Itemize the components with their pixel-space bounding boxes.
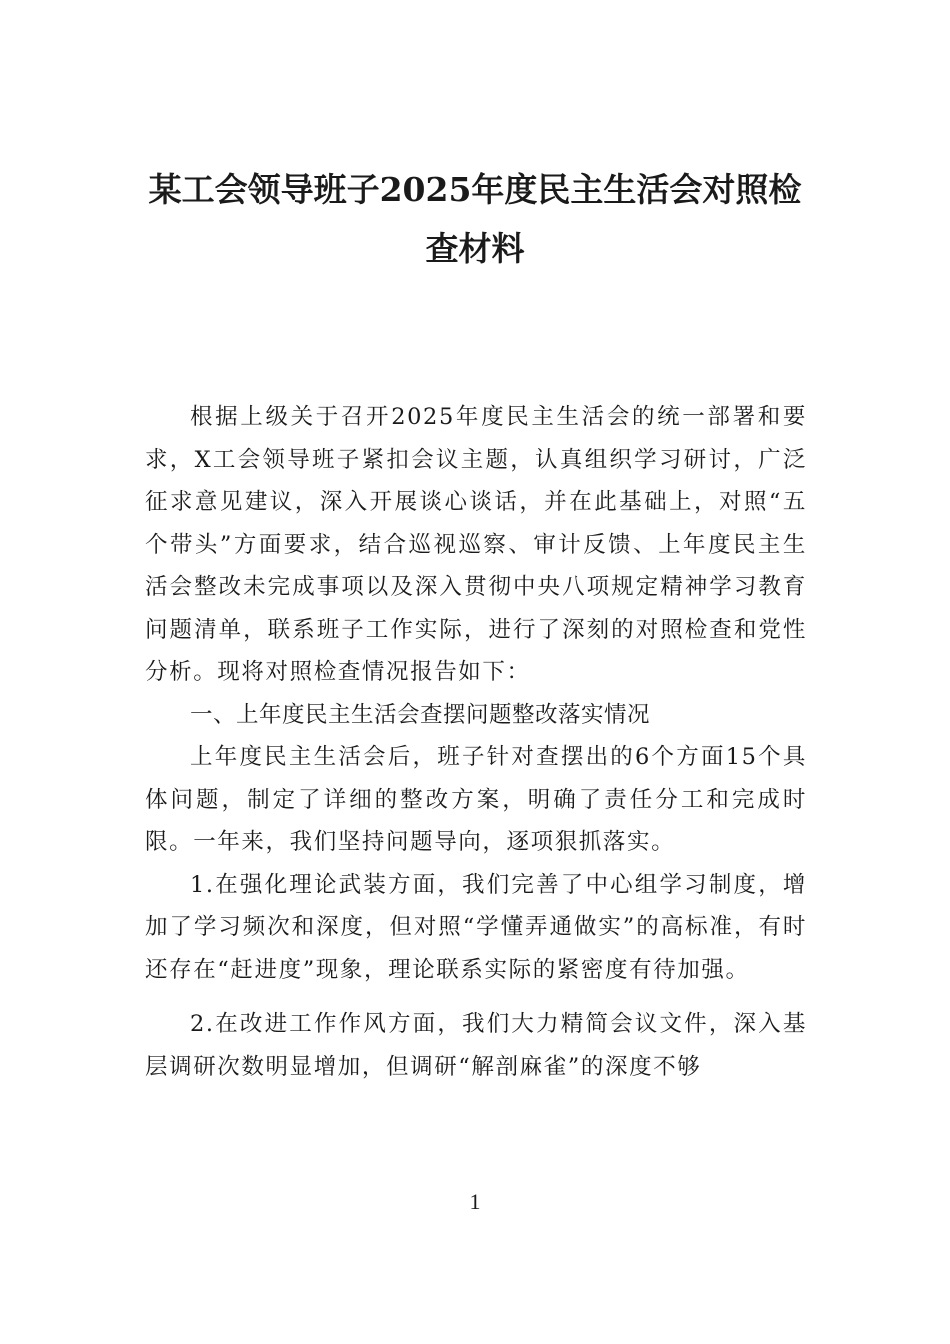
item-2-paragraph: 2.在改进工作作风方面，我们大力精简会议文件，深入基层调研次数明显增加，但调研“解剖麻雀”的深度不够 xyxy=(145,1011,807,1080)
paragraph-gap xyxy=(145,991,807,1003)
page-number: 1 xyxy=(469,1189,481,1214)
section-heading-1: 一、上年度民主生活会查摆问题整改落实情况 xyxy=(190,701,651,728)
document-title: 某工会领导班子2025年度民主生活会对照检查材料 xyxy=(148,170,802,268)
intro-paragraph: 根据上级关于召开2025年度民主生活会的统一部署和要求，X工会领导班子紧扣会议主题，认真组织学习研讨，广泛征求意见建议，深入开展谈心谈话，并在此基础上，对照“五个带头”方面要求，结合巡视巡察、审计反馈、上年度民主生活会整改未完成事项以及深入贯彻中央八项规定精神学习教育问题清单，联系班子工作实际，进行了深刻的对照检查和党性分析。现将对照检查情况报告如下： xyxy=(145,404,807,685)
item-1-paragraph: 1.在强化理论武装方面，我们完善了中心组学习制度，增加了学习频次和深度，但对照“学懂弄通做实”的高标准，有时还存在“赶进度”现象，理论联系实际的紧密度有待加强。 xyxy=(145,871,807,983)
document-body xyxy=(145,396,807,1088)
section-1-paragraph: 上年度民主生活会后，班子针对查摆出的6个方面15个具体问题，制定了详细的整改方案，明确了责任分工和完成时限。一年来，我们坚持问题导向，逐项狠抓落实。 xyxy=(145,744,807,855)
